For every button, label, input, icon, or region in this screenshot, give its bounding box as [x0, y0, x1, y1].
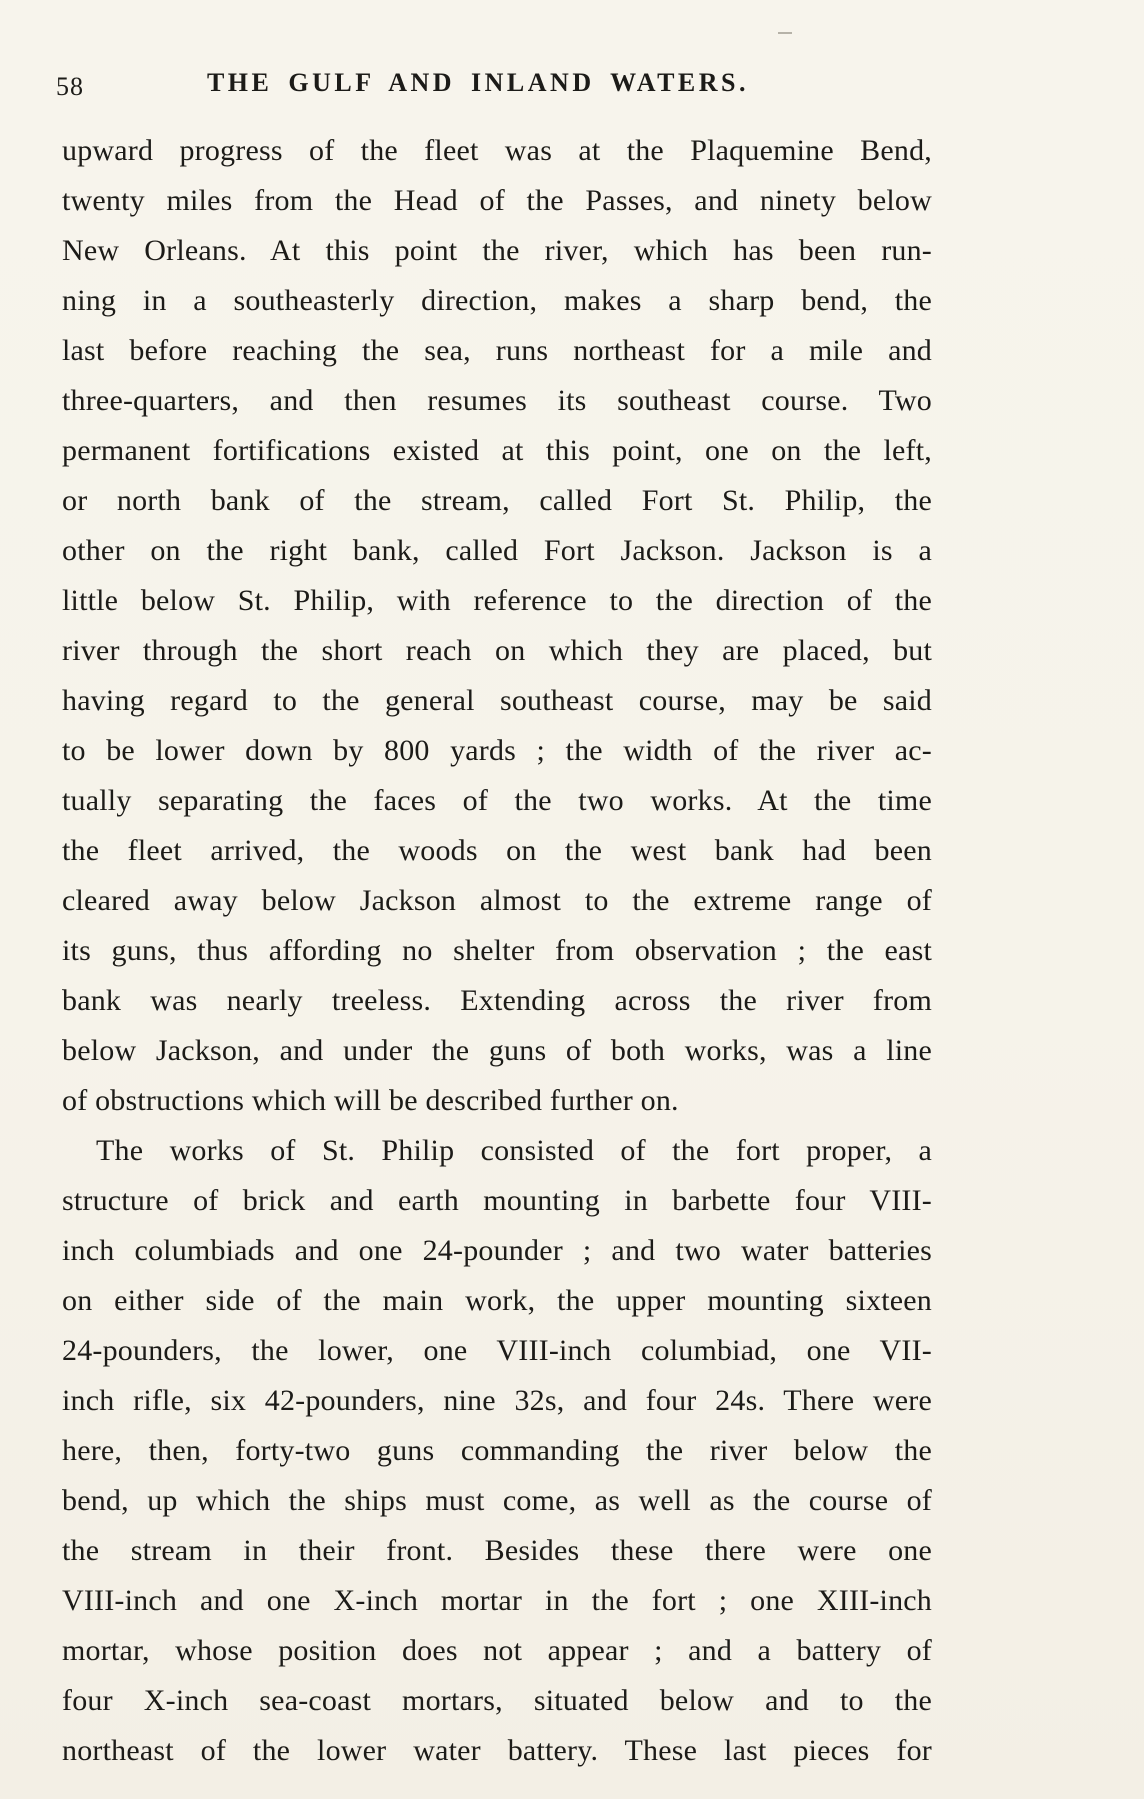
text-line: to be lower down by 800 yards ; the width of the river ac- — [62, 734, 932, 767]
page-header — [56, 68, 930, 108]
text-line: mortar, whose position does not appear ; and a battery of — [62, 1634, 932, 1667]
text-line: inch columbiads and one 24-pounder ; and two water batteries — [62, 1234, 932, 1267]
paragraph — [62, 1126, 932, 1776]
text-line: having regard to the general southeast course, may be said — [62, 684, 932, 717]
text-line: New Orleans. At this point the river, which has been run- — [62, 234, 932, 267]
page-number: 58 — [56, 72, 84, 101]
text-line: little below St. Philip, with reference to the direction of the — [62, 584, 932, 617]
text-line: northeast of the lower water battery. These last pieces for — [62, 1734, 932, 1767]
text-line: 24-pounders, the lower, one VIII-inch columbiad, one VII- — [62, 1334, 932, 1367]
text-line: below Jackson, and under the guns of both works, was a line — [62, 1034, 932, 1067]
text-line: tually separating the faces of the two works. At the time — [62, 784, 932, 817]
text-line: last before reaching the sea, runs northeast for a mile and — [62, 334, 932, 367]
text-line: bank was nearly treeless. Extending across the river from — [62, 984, 932, 1017]
text-line: upward progress of the fleet was at the Plaquemine Bend, — [62, 134, 932, 167]
text-line: the stream in their front. Besides these there were one — [62, 1534, 932, 1567]
text-line: VIII-inch and one X-inch mortar in the fort ; one XIII-inch — [62, 1584, 932, 1617]
text-line: here, then, forty-two guns commanding the river below the — [62, 1434, 932, 1467]
text-line: The works of St. Philip consisted of the fort proper, a — [96, 1134, 932, 1167]
text-line: bend, up which the ships must come, as well as the course of — [62, 1484, 932, 1517]
text-line: four X-inch sea-coast mortars, situated below and to the — [62, 1684, 932, 1717]
paragraph — [62, 126, 932, 1126]
text-line: or north bank of the stream, called Fort St. Philip, the — [62, 484, 932, 517]
text-line: on either side of the main work, the upper mounting sixteen — [62, 1284, 932, 1317]
body-text — [62, 126, 932, 1776]
text-line: of obstructions which will be described further on. — [62, 1084, 679, 1117]
running-title: THE GULF AND INLAND WATERS. — [206, 68, 750, 97]
text-line: structure of brick and earth mounting in barbette four VIII- — [62, 1184, 932, 1217]
text-line: three-quarters, and then resumes its southeast course. Two — [62, 384, 932, 417]
text-line: the fleet arrived, the woods on the west bank had been — [62, 834, 932, 867]
text-line: other on the right bank, called Fort Jackson. Jackson is a — [62, 534, 932, 567]
text-line: inch rifle, six 42-pounders, nine 32s, and four 24s. There were — [62, 1384, 932, 1417]
scan-artifact-mark — [778, 32, 792, 34]
text-line: permanent fortifications existed at this point, one on the left, — [62, 434, 932, 467]
text-line: cleared away below Jackson almost to the extreme range of — [62, 884, 932, 917]
text-line: twenty miles from the Head of the Passes, and ninety below — [62, 184, 932, 217]
text-line: its guns, thus affording no shelter from observation ; the east — [62, 934, 932, 967]
text-line: river through the short reach on which they are placed, but — [62, 634, 932, 667]
text-line: ning in a southeasterly direction, makes a sharp bend, the — [62, 284, 932, 317]
